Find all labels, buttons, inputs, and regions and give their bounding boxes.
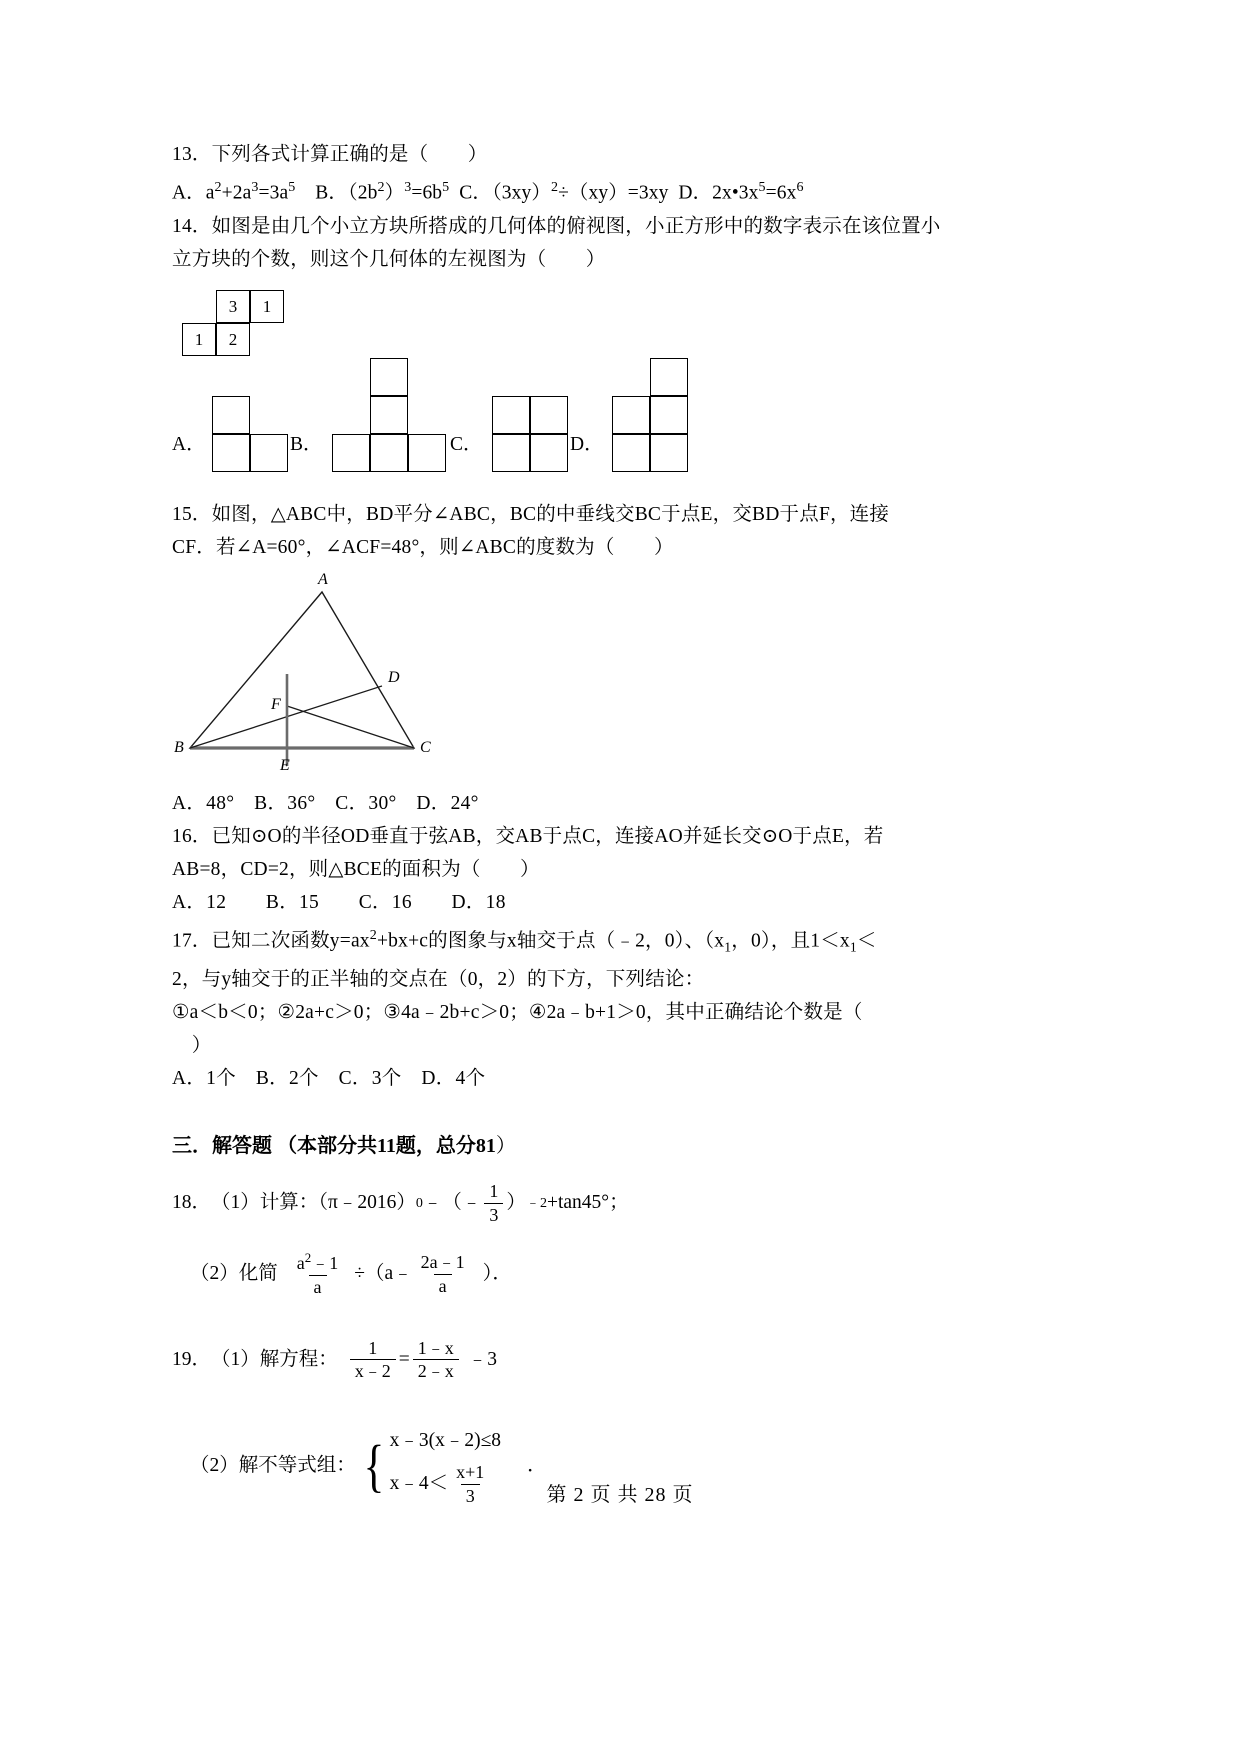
q19-fraction-1-over-xminus2 <box>350 1338 396 1382</box>
svg-text:B: B <box>174 738 184 756</box>
question-14-topview-figure <box>182 290 402 358</box>
page-footer: 第 2 页 共 28 页 <box>546 1484 694 1506</box>
section-detail-mid: 题，总分 <box>395 1134 476 1157</box>
option-c-square-4 <box>530 434 568 472</box>
question-17-options: A．1个 B．2个 C．3个 D．4个 <box>172 1067 486 1089</box>
q18-fracA-num: $a^2﹣1$ <box>296 1250 339 1274</box>
q19-fracB-den: 2﹣x <box>413 1359 459 1382</box>
question-13-stem: 13．下列各式计算正确的是（ ） <box>172 144 488 165</box>
section-count: 11 <box>377 1134 396 1157</box>
option-a-square-3 <box>250 434 288 472</box>
q18-exp-minus2: ﹣2 <box>525 1195 547 1212</box>
option-label-d[interactable]: D． <box>570 433 604 455</box>
q18-part2-prefix: （2）化简 <box>190 1263 278 1285</box>
option-label-a[interactable]: A． <box>172 433 206 455</box>
section-detail-prefix: （本部分共 <box>277 1134 377 1157</box>
option-c-square-3 <box>492 434 530 472</box>
q18-fracB-num: 2a﹣1 <box>420 1252 465 1273</box>
topview-cell-3: 3 <box>216 290 250 323</box>
option-b-square-4 <box>370 434 408 472</box>
q18-fracA-den: a <box>309 1275 327 1298</box>
question-13-options: A．$a^2+2a^3=3a^5$ B．$(2b^2)^3=6b^5$ C．$(3xy)^2\div(xy)=3xy$ D．$2x•3x^5=6x^6$ <box>172 179 804 204</box>
q19-sys-frac-num: x+1 <box>456 1462 485 1483</box>
q19-part1-prefix: （1）解方程： <box>211 1348 338 1370</box>
q19-fracA-den: x﹣2 <box>350 1359 396 1382</box>
q18-frac1-num: 1 <box>489 1180 499 1201</box>
page-content <box>172 138 952 1506</box>
q18-part1-tail: +tan45°； <box>546 1192 629 1214</box>
q19-part1-tail: ﹣3 <box>467 1348 498 1370</box>
question-16-options: A．12 B．15 C．16 D．18 <box>172 891 506 913</box>
q19-fracB-num: 1﹣x <box>417 1337 454 1358</box>
option-b-square-1 <box>370 358 408 396</box>
svg-text:C: C <box>420 738 431 756</box>
svg-text:E: E <box>280 756 290 774</box>
q19-label: 19． <box>172 1348 212 1370</box>
question-16-stem-line2: AB=8，CD=2，则△BCE的面积为（ ） <box>172 858 540 880</box>
svg-text:D: D <box>388 668 400 686</box>
option-d-square-4 <box>612 434 650 472</box>
q19-sys-line2-prefix: x﹣4＜ <box>389 1473 449 1495</box>
q19-sys-frac-den: 3 <box>461 1484 480 1507</box>
question-15-stem-line2: CF．若∠A=60°，∠ACF=48°，则∠ABC的度数为（ ） <box>172 536 674 558</box>
q18-part1-close: ） <box>506 1192 526 1214</box>
option-b-square-3 <box>332 434 370 472</box>
option-label-b[interactable]: B． <box>290 433 323 455</box>
section-detail-suffix: ） <box>495 1134 516 1157</box>
svg-text:A: A <box>318 570 328 588</box>
question-19-part1 <box>172 1338 952 1382</box>
question-18-part1 <box>172 1181 952 1225</box>
question-14-stem-line1: 14．如图是由几个小立方块所搭成的几何体的俯视图，小正方形中的数字表示在该位置小 <box>172 215 941 237</box>
question-14-stem-line2: 立方块的个数，则这个几何体的左视图为（ ） <box>172 248 606 270</box>
q18-fraction-a2minus1-over-a <box>292 1251 343 1297</box>
q19-part2-prefix: （2）解不等式组： <box>190 1455 356 1477</box>
q19-sys-line1: x﹣3(x﹣2)≤8 <box>389 1430 502 1452</box>
q18-part1-minus: ﹣（﹣ <box>422 1192 482 1214</box>
option-b-square-5 <box>408 434 446 472</box>
system-brace: { <box>363 1433 385 1499</box>
option-d-square-2 <box>612 396 650 434</box>
triangle-abc-svg <box>172 570 472 785</box>
q18-fraction-2aminus1-over-a <box>416 1252 470 1296</box>
question-17-stem-line3: ①a＜b＜0；②2a+c＞0；③4a﹣2b+c＞0；④2a﹣b+1＞0，其中正确结论个数是（ <box>172 1001 863 1023</box>
q18-exp-0: 0 <box>415 1195 423 1212</box>
section-label: 三．解答题 <box>172 1134 272 1157</box>
topview-cell-1b: 1 <box>182 323 216 356</box>
option-label-c[interactable]: C． <box>450 433 483 455</box>
q18-label: 18． <box>172 1192 212 1214</box>
question-14-options-figures <box>172 366 952 478</box>
question-15-triangle-figure <box>172 570 952 785</box>
topview-cell-1a: 1 <box>250 290 284 323</box>
option-c-square-2 <box>530 396 568 434</box>
topview-cell-2: 2 <box>216 323 250 356</box>
q19-fracA-num: 1 <box>368 1337 378 1358</box>
option-c-square-1 <box>492 396 530 434</box>
q18-fracB-den: a <box>434 1274 452 1297</box>
q19-sys-tail: ． <box>527 1455 547 1477</box>
question-15-options: A．48° B．36° C．30° D．24° <box>172 792 479 814</box>
q18-part2-close: ）． <box>482 1263 512 1285</box>
question-17-stem-line2: 2，与y轴交于的正半轴的交点在（0，2）的下方，下列结论： <box>172 968 705 990</box>
question-15-stem-line1: 15．如图，△ABC中，BD平分∠ABC，BC的中垂线交BC于点E，交BD于点F，连接 <box>172 503 890 525</box>
question-18-part2 <box>190 1251 952 1297</box>
question-17-stem-line1: 17．已知二次函数$y=ax^2+bx+c$的图象与x轴交于点（﹣2，0）、（$x_1$，0），且$1<x_1<$ <box>172 926 877 954</box>
option-a-square-2 <box>212 434 250 472</box>
q18-fraction-one-third <box>484 1181 503 1225</box>
section-heading <box>172 1129 952 1163</box>
option-d-square-1 <box>650 358 688 396</box>
option-a-square-1 <box>212 396 250 434</box>
question-17-stem-line4: ） <box>172 1034 212 1056</box>
svg-text:F: F <box>271 695 281 713</box>
option-b-square-2 <box>370 396 408 434</box>
section-score: 81 <box>475 1134 496 1157</box>
q18-divide: ÷（a﹣ <box>354 1263 413 1285</box>
q18-part1-prefix: （1）计算：（π﹣2016） <box>211 1192 416 1214</box>
q19-equals: = <box>398 1348 410 1370</box>
question-16-stem-line1: 16．已知⊙O的半径OD垂直于弦AB，交AB于点C，连接AO并延长交⊙O于点E，若 <box>172 825 884 847</box>
option-d-square-5 <box>650 434 688 472</box>
q18-frac1-den: 3 <box>484 1203 503 1226</box>
q19-fraction-1minusx-over-2minusx <box>413 1338 459 1382</box>
option-d-square-3 <box>650 396 688 434</box>
